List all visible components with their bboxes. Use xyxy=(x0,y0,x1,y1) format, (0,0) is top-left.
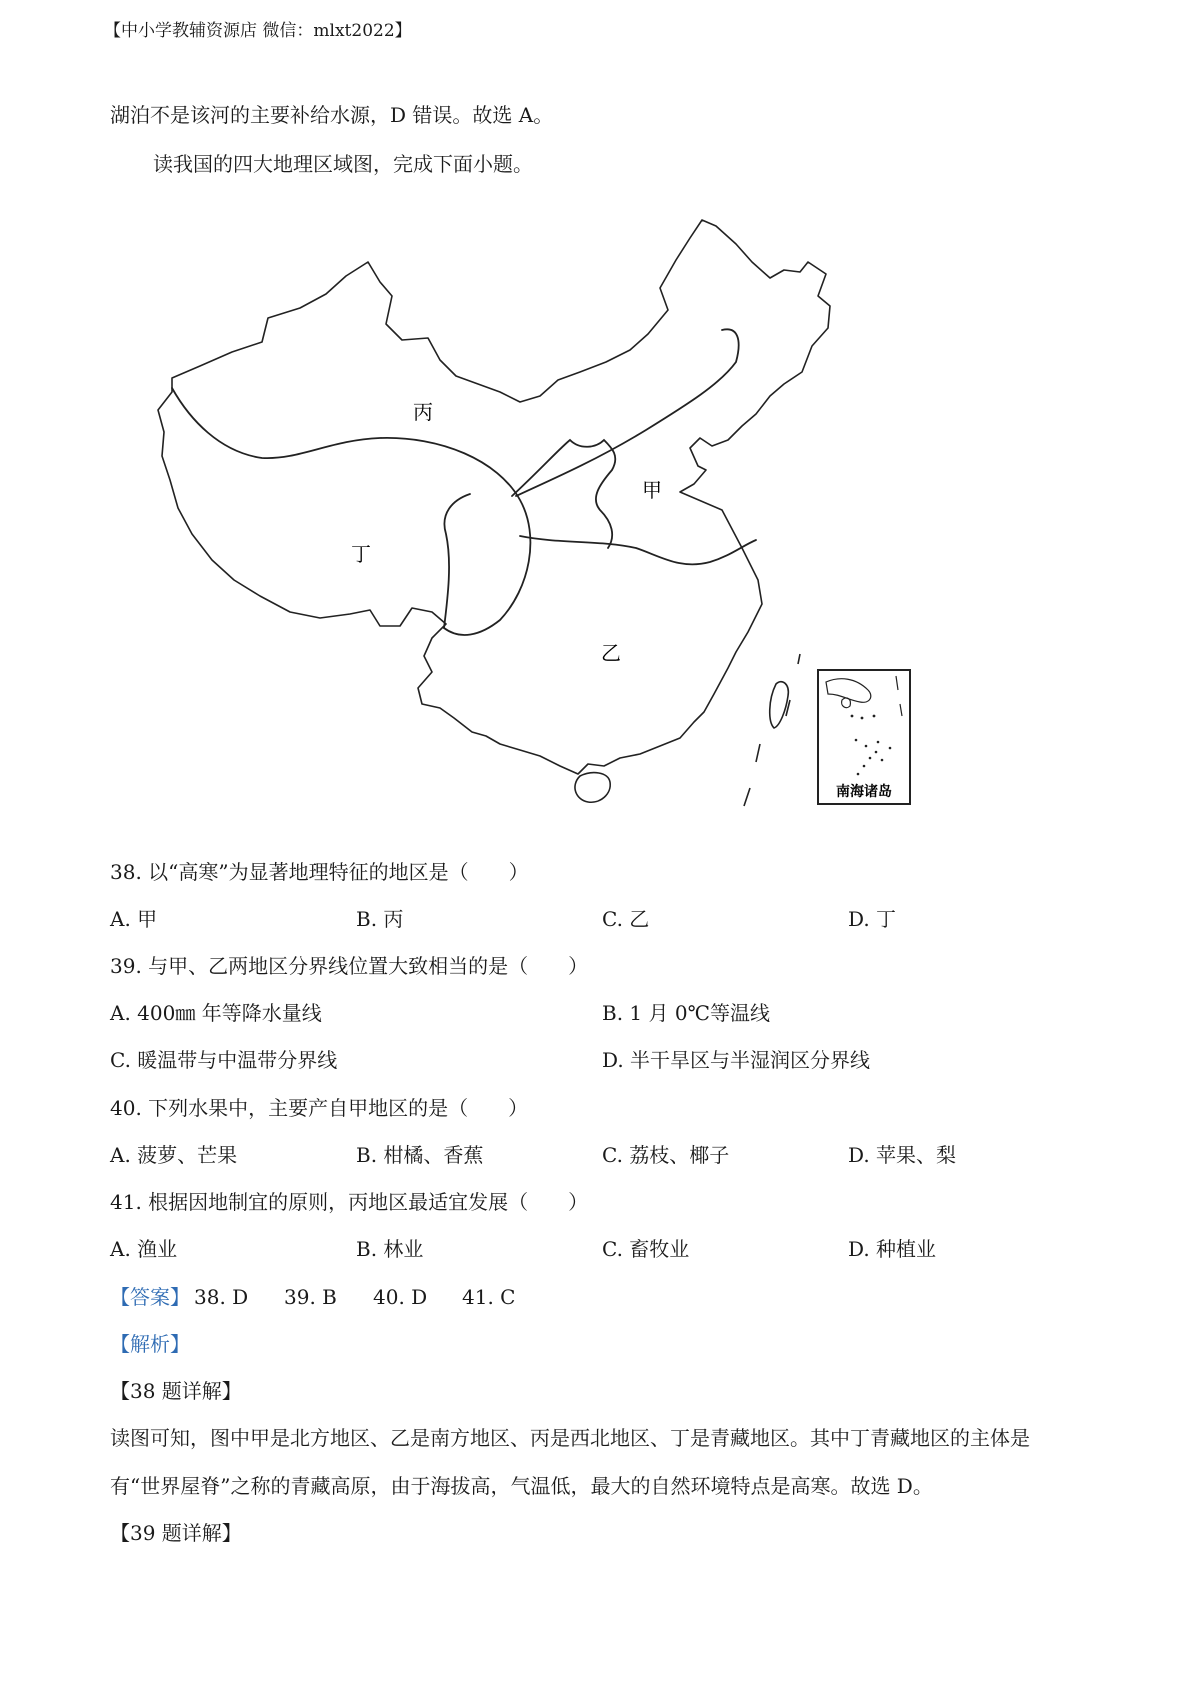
question-39-stem: 39. 与甲、乙两地区分界线位置大致相当的是（ ） xyxy=(110,954,589,978)
map-label-ding: 丁 xyxy=(351,542,371,566)
hainan-island xyxy=(575,773,610,803)
question-instruction: 读我国的四大地理区域图，完成下面小题。 xyxy=(153,152,533,176)
previous-answer-text: 湖泊不是该河的主要补给水源，D 错误。故选 A。 xyxy=(110,103,554,127)
q38-option-b: B. 丙 xyxy=(356,907,404,931)
q38-option-a: A. 甲 xyxy=(110,907,158,931)
q39-option-c: C. 暖温带与中温带分界线 xyxy=(110,1048,338,1072)
map-label-bing: 丙 xyxy=(413,400,433,424)
q38-option-d: D. 丁 xyxy=(848,907,897,931)
q39-option-a: A. 400㎜ 年等降水量线 xyxy=(110,1001,322,1025)
q39-option-d: D. 半干旱区与半湿润区分界线 xyxy=(602,1048,871,1072)
q41-option-d: D. 种植业 xyxy=(848,1237,937,1261)
question-40-stem: 40. 下列水果中，主要产自甲地区的是（ ） xyxy=(110,1096,529,1120)
map-label-yi: 乙 xyxy=(601,641,621,665)
china-outline xyxy=(158,220,830,774)
q38-option-c: C. 乙 xyxy=(602,907,650,931)
answer-41: 41. C xyxy=(462,1285,516,1309)
header-watermark: 【中小学教辅资源店 微信：mlxt2022】 xyxy=(104,21,412,41)
q38-detail-line-2: 有“世界屋脊”之称的青藏高原，由于海拔高，气温低，最大的自然环境特点是高寒。故选 D。 xyxy=(110,1474,933,1498)
q40-option-d: D. 苹果、梨 xyxy=(848,1143,957,1167)
boundary-northwest-tibet xyxy=(172,388,530,635)
q40-option-b: B. 柑橘、香蕉 xyxy=(356,1143,484,1167)
q38-detail-title: 【38 题详解】 xyxy=(110,1379,242,1403)
question-41-stem: 41. 根据因地制宜的原则，丙地区最适宜发展（ ） xyxy=(110,1190,589,1214)
inset-label: 南海诸岛 xyxy=(836,784,892,800)
q41-option-c: C. 畜牧业 xyxy=(602,1237,690,1261)
answer-39: 39. B xyxy=(284,1285,337,1309)
south-china-sea-inset xyxy=(818,670,910,804)
q41-option-b: B. 林业 xyxy=(356,1237,424,1261)
q39-option-b: B. 1 月 0℃等温线 xyxy=(602,1001,770,1025)
answer-38: 38. D xyxy=(194,1285,249,1309)
answer-40: 40. D xyxy=(373,1285,428,1309)
china-region-map xyxy=(0,0,1200,820)
taiwan-island xyxy=(770,682,789,728)
answer-label: 【答案】 xyxy=(110,1285,190,1309)
q38-detail-line-1: 读图可知，图中甲是北方地区、乙是南方地区、丙是西北地区、丁是青藏地区。其中丁青藏地区的主体是 xyxy=(110,1426,1030,1450)
map-label-jia: 甲 xyxy=(642,478,662,502)
q40-option-a: A. 菠萝、芒果 xyxy=(110,1143,238,1167)
q41-option-a: A. 渔业 xyxy=(110,1237,178,1261)
q39-detail-title: 【39 题详解】 xyxy=(110,1521,242,1545)
boundary-tibet-south xyxy=(444,494,470,628)
analysis-label: 【解析】 xyxy=(110,1332,190,1356)
question-38-stem: 38. 以“高寒”为显著地理特征的地区是（ ） xyxy=(110,860,529,884)
q40-option-c: C. 荔枝、椰子 xyxy=(602,1143,730,1167)
boundary-north-south xyxy=(520,536,756,564)
